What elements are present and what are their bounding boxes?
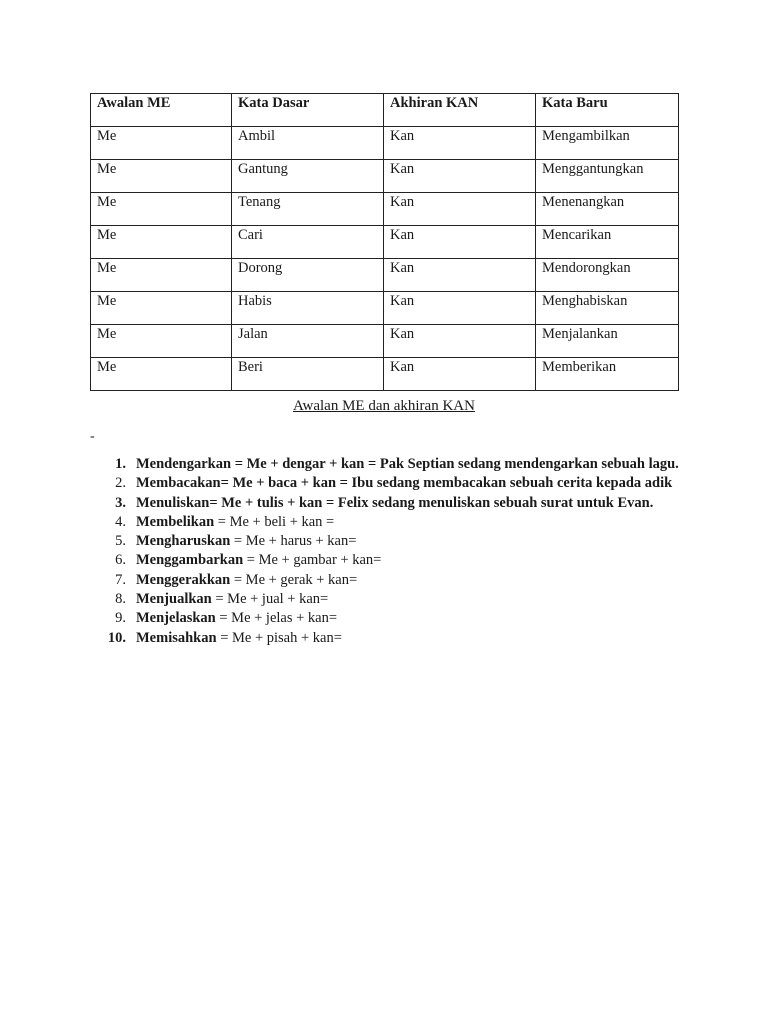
list-item bbox=[90, 494, 680, 513]
list-item bbox=[90, 455, 680, 474]
item-word: Memisahkan bbox=[136, 629, 217, 646]
cell-awalan: Me bbox=[91, 325, 232, 358]
cell-awalan: Me bbox=[91, 292, 232, 325]
item-text: = Me + harus + kan= bbox=[230, 533, 357, 550]
dash-marker: - bbox=[90, 429, 95, 444]
item-text: = Me + jual + kan= bbox=[211, 591, 329, 608]
cell-kata-baru: Memberikan bbox=[536, 358, 679, 391]
item-text: = Me + jelas + kan= bbox=[215, 610, 338, 627]
cell-akhiran: Kan bbox=[384, 193, 536, 226]
cell-akhiran: Kan bbox=[384, 127, 536, 160]
cell-kata-dasar: Ambil bbox=[232, 127, 384, 160]
item-text: = Me + pisah + kan= bbox=[216, 629, 342, 646]
item-text: = Me + dengar + kan = Pak Septian sedang mendengarkan sebuah lagu. bbox=[231, 456, 679, 472]
item-number: 4. bbox=[115, 513, 126, 530]
header-awalan: Awalan ME bbox=[91, 94, 232, 127]
cell-awalan: Me bbox=[91, 226, 232, 259]
item-word: Menjelaskan bbox=[136, 610, 216, 627]
cell-kata-baru: Mendorongkan bbox=[536, 259, 679, 292]
cell-awalan: Me bbox=[91, 358, 232, 391]
table-row bbox=[91, 259, 679, 292]
item-text: = Me + gambar + kan= bbox=[243, 552, 382, 569]
header-akhiran: Akhiran KAN bbox=[384, 94, 536, 127]
item-word: Menjualkan bbox=[136, 591, 212, 608]
item-number: 10. bbox=[107, 629, 126, 646]
table-row bbox=[91, 193, 679, 226]
cell-kata-baru: Menghabiskan bbox=[536, 292, 679, 325]
table-row bbox=[91, 127, 679, 160]
cell-awalan: Me bbox=[91, 127, 232, 160]
item-number: 5. bbox=[115, 533, 126, 550]
cell-akhiran: Kan bbox=[384, 226, 536, 259]
table-row bbox=[91, 292, 679, 325]
cell-kata-baru: Menjalankan bbox=[536, 325, 679, 358]
item-text: = Me + gerak + kan= bbox=[230, 571, 358, 588]
cell-kata-baru: Menggantungkan bbox=[536, 160, 679, 193]
item-number: 9. bbox=[115, 610, 126, 627]
item-number: 3. bbox=[115, 494, 126, 511]
affix-table bbox=[90, 93, 679, 391]
table-row bbox=[91, 160, 679, 193]
list-item bbox=[90, 532, 680, 551]
cell-kata-dasar: Beri bbox=[232, 358, 384, 391]
cell-kata-baru: Mencarikan bbox=[536, 226, 679, 259]
cell-kata-baru: Mengambilkan bbox=[536, 127, 679, 160]
item-number: 7. bbox=[115, 571, 126, 588]
cell-awalan: Me bbox=[91, 193, 232, 226]
list-item bbox=[90, 571, 680, 590]
item-word: Mengharuskan bbox=[136, 533, 231, 550]
cell-kata-dasar: Tenang bbox=[232, 193, 384, 226]
cell-kata-dasar: Cari bbox=[232, 226, 384, 259]
cell-awalan: Me bbox=[91, 160, 232, 193]
item-word: Membelikan bbox=[136, 513, 215, 530]
item-number: 1. bbox=[115, 456, 126, 472]
table-row bbox=[91, 358, 679, 391]
item-word: Menggerakkan bbox=[136, 571, 231, 588]
table-caption: Awalan ME dan akhiran KAN bbox=[293, 398, 475, 414]
cell-akhiran: Kan bbox=[384, 292, 536, 325]
cell-akhiran: Kan bbox=[384, 259, 536, 292]
cell-kata-dasar: Dorong bbox=[232, 259, 384, 292]
cell-akhiran: Kan bbox=[384, 358, 536, 391]
cell-kata-dasar: Habis bbox=[232, 292, 384, 325]
table-row bbox=[91, 226, 679, 259]
cell-awalan: Me bbox=[91, 259, 232, 292]
list-item bbox=[90, 551, 680, 570]
list-item bbox=[90, 513, 680, 532]
table-row bbox=[91, 325, 679, 358]
cell-akhiran: Kan bbox=[384, 325, 536, 358]
list-item bbox=[90, 609, 680, 628]
list-item bbox=[90, 590, 680, 609]
header-kata-dasar: Kata Dasar bbox=[232, 94, 384, 127]
item-word: Membacakan bbox=[136, 475, 221, 492]
list-item bbox=[90, 474, 680, 493]
item-text: = Me + baca + kan = Ibu sedang membacakan sebuah cerita kepada adik bbox=[220, 475, 673, 492]
item-number: 2. bbox=[115, 475, 126, 492]
table-header-row bbox=[91, 94, 679, 127]
header-kata-baru: Kata Baru bbox=[536, 94, 679, 127]
cell-kata-dasar: Gantung bbox=[232, 160, 384, 193]
item-text: = Me + beli + kan = bbox=[214, 513, 335, 530]
item-number: 8. bbox=[115, 591, 126, 608]
cell-akhiran: Kan bbox=[384, 160, 536, 193]
exercise-list bbox=[90, 455, 680, 648]
item-word: Mendengarkan bbox=[136, 456, 232, 472]
cell-kata-dasar: Jalan bbox=[232, 325, 384, 358]
list-item bbox=[90, 629, 680, 648]
cell-kata-baru: Menenangkan bbox=[536, 193, 679, 226]
item-number: 6. bbox=[115, 552, 126, 569]
item-word: Menggambarkan bbox=[136, 552, 244, 569]
item-word: Menuliskan bbox=[136, 494, 210, 511]
item-text: = Me + tulis + kan = Felix sedang menuliskan sebuah surat untuk Evan. bbox=[209, 494, 654, 511]
